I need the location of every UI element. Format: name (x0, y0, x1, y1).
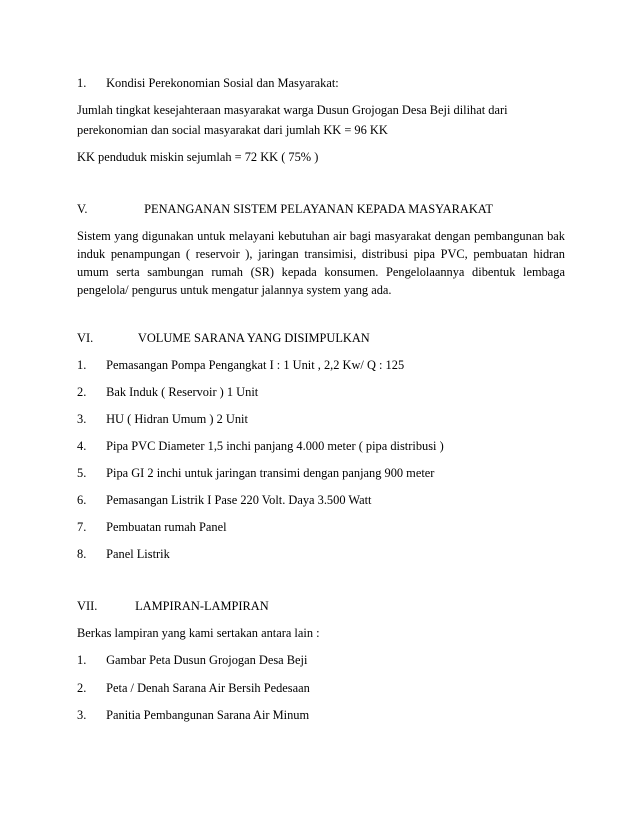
list-number: 4. (77, 439, 87, 453)
list-text: Pemasangan Listrik I Pase 220 Volt. Daya 3.500 Watt (106, 493, 372, 507)
section-number: VI. (77, 331, 94, 345)
list-item (77, 680, 310, 696)
section-heading (77, 598, 269, 614)
list-number: 3. (77, 412, 87, 426)
section-number: V. (77, 202, 88, 216)
list-number: 5. (77, 466, 87, 480)
list-number: 2. (77, 681, 87, 695)
section-heading (77, 201, 493, 217)
list-item (77, 707, 309, 723)
list-item (77, 411, 248, 427)
list-text: Pembuatan rumah Panel (106, 520, 227, 534)
list-item (77, 438, 444, 454)
paragraph-line: Sistem yang digunakan untuk melayani kebutuhan air bagi masyarakat dengan pembangunan bak (77, 229, 565, 243)
paragraph-line: Berkas lampiran yang kami sertakan antara lain : (77, 626, 320, 640)
section-number: VII. (77, 599, 98, 613)
paragraph-line: perekonomian dan social masyarakat dari jumlah KK = 96 KK (77, 123, 388, 137)
list-text: Peta / Denah Sarana Air Bersih Pedesaan (106, 681, 310, 695)
paragraph-line: KK penduduk miskin sejumlah = 72 KK ( 75% ) (77, 150, 319, 164)
section-heading (77, 330, 370, 346)
list-text: HU ( Hidran Umum ) 2 Unit (106, 412, 248, 426)
list-number: 6. (77, 493, 87, 507)
list-number: 1. (77, 358, 87, 372)
list-item (77, 75, 339, 91)
paragraph-line: induk penampungan ( reservoir ), jaringan transimisi, distribusi pipa PVC, pembuatan hidran (77, 247, 565, 261)
list-text: Pipa GI 2 inchi untuk jaringan transimi dengan panjang 900 meter (106, 466, 435, 480)
list-number: 7. (77, 520, 87, 534)
list-text: Gambar Peta Dusun Grojogan Desa Beji (106, 653, 308, 667)
list-text: Pipa PVC Diameter 1,5 inchi panjang 4.000 meter ( pipa distribusi ) (106, 439, 444, 453)
list-item (77, 492, 371, 508)
section-title: PENANGANAN SISTEM PELAYANAN KEPADA MASYARAKAT (144, 202, 493, 216)
list-number: 1. (77, 653, 87, 667)
list-item (77, 519, 227, 535)
list-text: Panel Listrik (106, 547, 170, 561)
paragraph-line: umum serta sambungan rumah (SR) kepada konsumen. Pengelolaannya dibentuk lembaga (77, 265, 565, 279)
list-item (77, 465, 434, 481)
list-text: Panitia Pembangunan Sarana Air Minum (106, 708, 310, 722)
paragraph-line: Jumlah tingkat kesejahteraan masyarakat warga Dusun Grojogan Desa Beji dilihat dari (77, 103, 508, 117)
list-number: 3. (77, 708, 87, 722)
section-title: LAMPIRAN-LAMPIRAN (135, 599, 269, 613)
list-item (77, 384, 258, 400)
list-number: 1. (77, 76, 87, 90)
list-number: 8. (77, 547, 87, 561)
section-title: VOLUME SARANA YANG DISIMPULKAN (137, 331, 370, 345)
list-item (77, 357, 404, 373)
list-text: Pemasangan Pompa Pengangkat I : 1 Unit , 2,2 Kw/ Q : 125 (106, 358, 405, 372)
list-number: 2. (77, 385, 87, 399)
list-text: Bak Induk ( Reservoir ) 1 Unit (106, 385, 259, 399)
list-text: Kondisi Perekonomian Sosial dan Masyarakat: (106, 76, 339, 90)
list-item (77, 652, 307, 668)
list-item (77, 546, 170, 562)
paragraph-line: pengelola/ pengurus untuk mengatur jalannya system yang ada. (77, 283, 392, 297)
